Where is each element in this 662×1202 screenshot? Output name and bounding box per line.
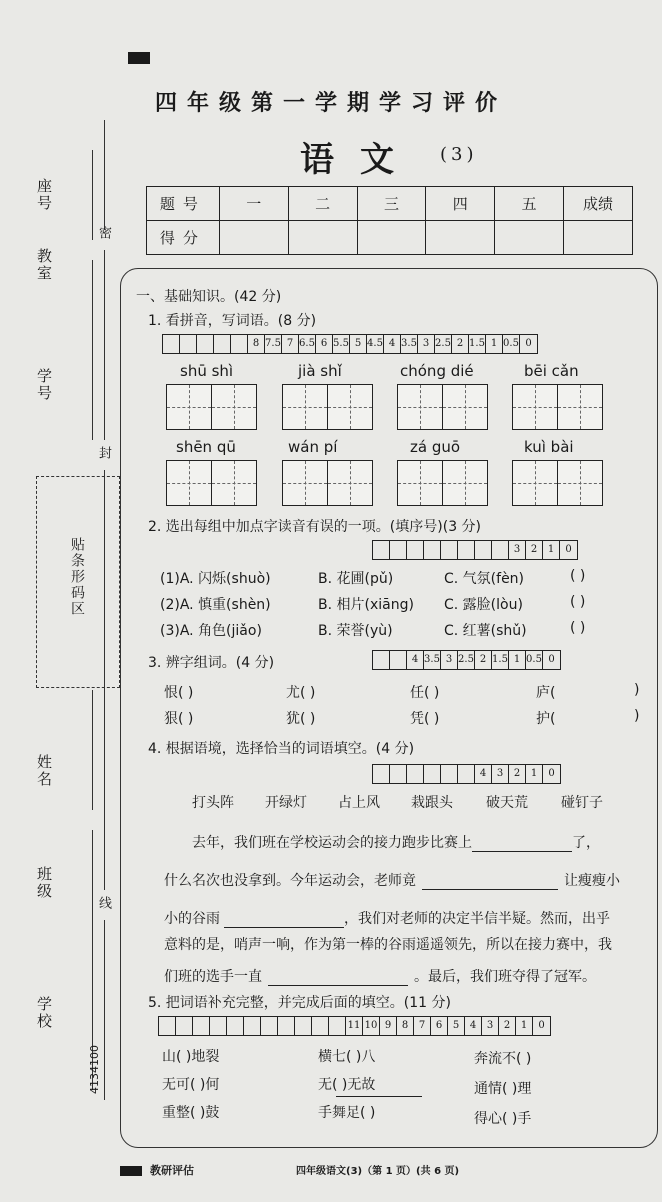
pinyin: jià shǐ xyxy=(298,362,342,380)
writing-grid-cell[interactable] xyxy=(282,384,328,430)
question-4-prompt: 4. 根据语境，选择恰当的词语填空。(4 分) xyxy=(148,741,415,757)
score-strip-cell[interactable]: 0.5 xyxy=(526,651,543,669)
score-cell[interactable] xyxy=(288,221,357,255)
score-strip-cell[interactable] xyxy=(244,1017,261,1035)
table-cell: 成绩 xyxy=(564,187,633,221)
table-cell: 五 xyxy=(495,187,564,221)
score-table-score-row xyxy=(147,221,633,255)
writing-grid-cell[interactable] xyxy=(557,460,603,506)
score-strip-cell[interactable]: 8 xyxy=(248,335,265,353)
score-strip-cell[interactable]: 2.5 xyxy=(458,651,475,669)
student-no-label: 学号 xyxy=(35,368,53,402)
option-a: (2)A. 慎重(shèn) xyxy=(160,597,271,613)
score-strip-cell[interactable]: 0 xyxy=(525,338,532,349)
document-title: 四年级第一学期学习评价 xyxy=(155,90,508,116)
page-info: 四年级语文(3)（第 1 页）(共 6 页) xyxy=(296,1166,460,1177)
writing-grid-cell[interactable] xyxy=(512,384,558,430)
subject-title: 语文 xyxy=(300,140,420,180)
score-strip-cell[interactable]: 1 xyxy=(543,541,560,559)
score-strip-cell[interactable] xyxy=(407,765,424,783)
score-strip-cell[interactable]: 2 xyxy=(509,765,526,783)
table-cell: 一 xyxy=(219,187,288,221)
paragraph-text: 了， xyxy=(572,835,600,851)
idiom-blank[interactable]: 手舞足( ) xyxy=(318,1105,376,1121)
score-strip-cell[interactable]: 6 xyxy=(431,1017,448,1035)
paragraph-text: 让瘦瘦小 xyxy=(564,873,620,889)
writing-grid-cell[interactable] xyxy=(397,384,443,430)
idiom-blank[interactable]: 奔流不( ) xyxy=(474,1051,532,1067)
paragraph-line xyxy=(164,908,610,928)
score-strip-cell[interactable]: 9 xyxy=(380,1017,397,1035)
word-option: 打头阵 xyxy=(192,795,234,811)
sticker-area-label: 贴条形码区 xyxy=(69,537,85,617)
score-strip-cell[interactable] xyxy=(180,335,197,353)
score-cell[interactable] xyxy=(495,221,564,255)
idiom-blank[interactable]: 无( )无故 xyxy=(318,1077,376,1093)
pinyin: shū shì xyxy=(180,362,234,380)
score-strip-cell[interactable] xyxy=(159,1017,176,1035)
paragraph-text: 们班的选手一直 xyxy=(164,969,262,985)
option-b: B. 相片(xiāng) xyxy=(318,597,414,613)
score-strip-cell[interactable]: 1 xyxy=(526,765,543,783)
score-strip-cell[interactable]: 1.5 xyxy=(469,335,486,353)
word-blank[interactable]: 恨( ) xyxy=(164,685,194,701)
score-cell[interactable] xyxy=(357,221,426,255)
fill-blank[interactable] xyxy=(472,851,572,852)
option-a: (1)A. 闪烁(shuò) xyxy=(160,571,271,587)
option-c: C. 露脸(lòu) xyxy=(444,597,523,613)
bracket: ) xyxy=(634,708,640,724)
score-strip-cell[interactable] xyxy=(441,765,458,783)
writing-grid-cell[interactable] xyxy=(327,460,373,506)
pinyin: wán pí xyxy=(288,438,338,456)
score-strip-cell[interactable]: 4 xyxy=(407,651,424,669)
paragraph-text: 意料的是，哨声一响，作为第一棒的谷雨遥遥领先，所以在接力赛中，我 xyxy=(164,937,612,953)
paragraph-line xyxy=(164,966,596,986)
table-cell: 题号 xyxy=(147,187,220,221)
pinyin: kuì bài xyxy=(524,438,574,456)
score-strip-cell[interactable]: 2 xyxy=(475,651,492,669)
option-c: C. 红薯(shǔ) xyxy=(444,623,527,639)
word-blank[interactable]: 庐( xyxy=(536,685,556,701)
idiom-blank[interactable]: 得心( )手 xyxy=(474,1111,532,1127)
question-1-prompt: 1. 看拼音，写词语。(8 分) xyxy=(148,313,317,329)
score-strip-cell[interactable] xyxy=(458,541,475,559)
score-strip-cell[interactable]: 5.5 xyxy=(333,335,350,353)
score-strip-cell[interactable]: 3.5 xyxy=(424,651,441,669)
idiom-blank[interactable]: 横七( )八 xyxy=(318,1049,376,1065)
score-strip-cell[interactable]: 3 xyxy=(509,541,526,559)
score-strip-cell[interactable] xyxy=(295,1017,312,1035)
score-strip-cell[interactable]: 5 xyxy=(448,1017,465,1035)
score-table-header-row xyxy=(147,187,633,221)
idiom-blank[interactable]: 通情( )理 xyxy=(474,1081,532,1097)
score-strip-cell[interactable] xyxy=(329,1017,346,1035)
score-strip-cell[interactable] xyxy=(312,1017,329,1035)
score-strip-cell[interactable]: 3 xyxy=(492,765,509,783)
paragraph-text: 小的谷雨 xyxy=(164,911,220,927)
binding-line xyxy=(92,150,93,240)
paragraph-line xyxy=(192,832,600,852)
barcode-sticker-area xyxy=(36,476,120,688)
score-strip-cell[interactable] xyxy=(193,1017,210,1035)
score-table xyxy=(146,186,633,255)
score-strip-cell[interactable]: 1 xyxy=(509,651,526,669)
binding-line xyxy=(92,260,93,440)
score-strip-cell[interactable] xyxy=(261,1017,278,1035)
table-cell: 四 xyxy=(426,187,495,221)
score-strip-cell[interactable] xyxy=(441,541,458,559)
binding-line xyxy=(92,690,93,810)
score-strip-cell[interactable] xyxy=(373,651,390,669)
code-label: 4134100 xyxy=(88,1045,101,1094)
pinyin: shēn qū xyxy=(176,438,236,456)
score-strip-cell[interactable]: 7.5 xyxy=(265,335,282,353)
score-strip xyxy=(372,540,578,560)
corner-mark xyxy=(128,52,150,64)
word-blank[interactable]: 犹( ) xyxy=(286,711,316,727)
class-label: 班级 xyxy=(35,866,53,900)
word-blank[interactable]: 凭( ) xyxy=(410,711,440,727)
score-strip-cell[interactable]: 2 xyxy=(499,1017,516,1035)
score-strip-cell[interactable] xyxy=(373,541,390,559)
seal-mark: 密 xyxy=(96,226,111,241)
score-strip-cell[interactable]: 10 xyxy=(363,1017,380,1035)
option-a: (3)A. 角色(jiǎo) xyxy=(160,623,262,639)
word-blank[interactable]: 尤( ) xyxy=(286,685,316,701)
writing-grid-cell[interactable] xyxy=(166,384,212,430)
word-option: 占上风 xyxy=(338,795,380,811)
score-strip-cell[interactable]: 4.5 xyxy=(367,335,384,353)
score-strip-cell[interactable]: 0 xyxy=(548,654,555,665)
score-strip-cell[interactable] xyxy=(278,1017,295,1035)
pinyin: bēi cǎn xyxy=(524,362,579,380)
writing-grid-cell[interactable] xyxy=(397,460,443,506)
idiom-blank[interactable]: 无可( )何 xyxy=(162,1077,220,1093)
line-mark: 线 xyxy=(96,896,111,911)
score-strip-cell[interactable]: 8 xyxy=(397,1017,414,1035)
seal-mark: 封 xyxy=(96,446,111,461)
score-strip-cell[interactable]: 11 xyxy=(346,1017,363,1035)
score-strip-cell[interactable]: 0 xyxy=(565,544,572,555)
word-option: 碰钉子 xyxy=(561,795,603,811)
paper-number: (3) xyxy=(440,144,478,165)
writing-grid-cell[interactable] xyxy=(166,460,212,506)
score-cell[interactable] xyxy=(426,221,495,255)
score-strip-cell[interactable]: 1 xyxy=(486,335,503,353)
score-strip-cell[interactable] xyxy=(231,335,248,353)
score-strip-cell[interactable]: 1 xyxy=(516,1017,533,1035)
word-option: 栽跟头 xyxy=(411,795,453,811)
score-strip-cell[interactable]: 4 xyxy=(465,1017,482,1035)
score-cell[interactable] xyxy=(219,221,288,255)
answer-blank[interactable]: ( ) xyxy=(570,568,586,584)
score-strip-cell[interactable]: 5 xyxy=(350,335,367,353)
seat-no-label: 座号 xyxy=(35,178,53,212)
table-cell: 得分 xyxy=(147,221,220,255)
score-strip-cell[interactable]: 2 xyxy=(452,335,469,353)
fill-blank[interactable] xyxy=(268,985,408,986)
word-option: 破天荒 xyxy=(486,795,528,811)
score-strip-cell[interactable] xyxy=(475,541,492,559)
score-strip-cell[interactable] xyxy=(163,335,180,353)
footer-mark xyxy=(120,1166,142,1176)
writing-grid-cell[interactable] xyxy=(442,460,488,506)
score-cell[interactable] xyxy=(564,221,633,255)
score-strip-cell[interactable]: 7 xyxy=(414,1017,431,1035)
score-strip-cell[interactable] xyxy=(424,541,441,559)
writing-grid-cell[interactable] xyxy=(327,384,373,430)
score-strip-cell[interactable]: 0 xyxy=(548,768,555,779)
classroom-label: 教室 xyxy=(35,248,53,282)
writing-grid-cell[interactable] xyxy=(557,384,603,430)
paragraph-line xyxy=(164,870,620,890)
underline xyxy=(336,1096,422,1097)
table-cell: 二 xyxy=(288,187,357,221)
score-strip-cell[interactable] xyxy=(424,765,441,783)
fill-blank[interactable] xyxy=(422,889,558,890)
pinyin: zá guō xyxy=(410,438,461,456)
score-strip-cell[interactable]: 0.5 xyxy=(503,335,520,353)
word-blank[interactable]: 狠( ) xyxy=(164,711,194,727)
paragraph-text: 去年，我们班在学校运动会的接力跑步比赛上 xyxy=(192,835,472,851)
binding-line xyxy=(104,920,105,1100)
binding-line xyxy=(104,250,105,440)
option-c: C. 气氛(fèn) xyxy=(444,571,525,587)
option-b: B. 荣誉(yù) xyxy=(318,623,393,639)
score-strip-cell[interactable] xyxy=(373,765,390,783)
fill-blank[interactable] xyxy=(224,927,344,928)
writing-grid-cell[interactable] xyxy=(211,384,257,430)
score-strip-cell[interactable] xyxy=(197,335,214,353)
writing-grid-cell[interactable] xyxy=(282,460,328,506)
score-strip-cell[interactable] xyxy=(390,651,407,669)
score-strip-cell[interactable]: 6.5 xyxy=(299,335,316,353)
word-blank[interactable]: 护( xyxy=(536,711,556,727)
question-3-prompt: 3. 辨字组词。(4 分) xyxy=(148,655,275,671)
score-strip-cell[interactable] xyxy=(390,765,407,783)
question-5-prompt: 5. 把词语补充完整，并完成后面的填空。(11 分) xyxy=(148,995,451,1011)
score-strip-cell[interactable] xyxy=(227,1017,244,1035)
question-2-prompt: 2. 选出每组中加点字读音有误的一项。(填序号)(3 分) xyxy=(148,519,482,535)
score-strip-cell[interactable] xyxy=(390,541,407,559)
score-strip-cell[interactable]: 0 xyxy=(538,1020,545,1031)
word-blank[interactable]: 任( ) xyxy=(410,685,440,701)
writing-grid-cell[interactable] xyxy=(211,460,257,506)
score-strip-cell[interactable]: 4 xyxy=(384,335,401,353)
score-strip-cell[interactable]: 2 xyxy=(526,541,543,559)
binding-line xyxy=(104,120,105,230)
score-strip-cell[interactable]: 6 xyxy=(316,335,333,353)
answer-blank[interactable]: ( ) xyxy=(570,594,586,610)
score-strip-cell[interactable]: 3 xyxy=(441,651,458,669)
score-strip-cell[interactable]: 4 xyxy=(475,765,492,783)
score-strip-cell[interactable] xyxy=(407,541,424,559)
score-strip xyxy=(158,1016,551,1036)
score-strip-cell[interactable] xyxy=(176,1017,193,1035)
score-strip-cell[interactable]: 3 xyxy=(482,1017,499,1035)
score-strip-cell[interactable]: 2.5 xyxy=(435,335,452,353)
score-strip-cell[interactable] xyxy=(214,335,231,353)
option-b: B. 花圃(pǔ) xyxy=(318,571,394,587)
pinyin: chóng dié xyxy=(400,362,474,380)
writing-grid-cell[interactable] xyxy=(512,460,558,506)
paragraph-text: 什么名次也没拿到。今年运动会，老师竟 xyxy=(164,873,416,889)
paragraph-text: ，我们对老师的决定半信半疑。然而，出乎 xyxy=(344,911,610,927)
table-cell: 三 xyxy=(357,187,426,221)
writing-grid-cell[interactable] xyxy=(442,384,488,430)
paragraph-text: 。最后，我们班夺得了冠军。 xyxy=(414,969,596,985)
score-strip-cell[interactable] xyxy=(458,765,475,783)
name-label: 姓名 xyxy=(35,754,53,788)
answer-blank[interactable]: ( ) xyxy=(570,620,586,636)
score-strip-cell[interactable]: 7 xyxy=(282,335,299,353)
section-title: 一、基础知识。(42 分) xyxy=(136,289,282,305)
score-strip-cell[interactable] xyxy=(210,1017,227,1035)
word-option: 开绿灯 xyxy=(265,795,307,811)
score-strip xyxy=(372,650,561,670)
idiom-blank[interactable]: 重整( )鼓 xyxy=(162,1105,220,1121)
school-label: 学校 xyxy=(35,996,53,1030)
bracket: ) xyxy=(634,682,640,698)
score-strip-cell[interactable] xyxy=(492,541,509,559)
score-strip xyxy=(372,764,561,784)
publisher-label: 教研评估 xyxy=(150,1164,194,1177)
idiom-blank[interactable]: 山( )地裂 xyxy=(162,1049,220,1065)
score-strip-cell[interactable]: 1.5 xyxy=(492,651,509,669)
score-strip-cell[interactable]: 3 xyxy=(418,335,435,353)
score-strip-cell[interactable]: 3.5 xyxy=(401,335,418,353)
score-strip xyxy=(162,334,538,354)
